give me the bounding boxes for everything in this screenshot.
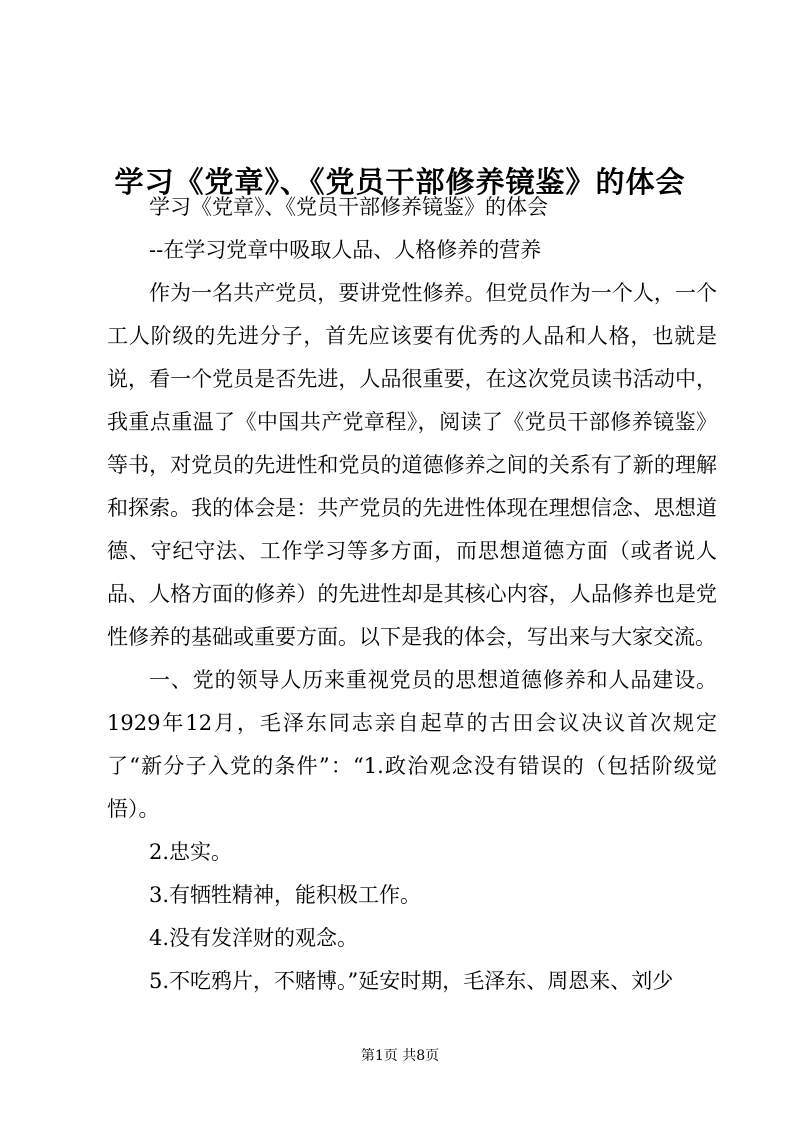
list-item: 5.不吃鸦片，不赌博。”延安时期，毛泽东、周恩来、刘少 — [149, 969, 674, 993]
document-body — [107, 186, 717, 1003]
body-paragraph: 一、党的领导人历来重视党员的思想道德修养和人品建设。1929年12月，毛泽东同志亲自起草的古田会议决议首次规定了“新分子入党的条件”：“1.政治观念没有错误的（包括阶级觉悟）。 — [107, 668, 717, 821]
page-footer: 第1页 共8页 — [360, 1048, 440, 1064]
body-paragraph: 作为一名共产党员，要讲党性修养。但党员作为一个人，一个工人阶级的先进分子，首先应该要有优秀的人品和人格，也就是说，看一个党员是否先进，人品很重要，在这次党员读书活动中，我重点重温了《中国共产党章程》，阅读了《党员干部修养镜鉴》等书，对党员的先进性和党员的道德修养之间的关系有了新的理解和探索。我的体会是：共产党员的先进性体现在理想信念、思想道德、守纪守法、工作学习等多方面，而思想道德方面（或者说人品、人格方面的修养）的先进性却是其核心内容，人品修养也是党性修养的基础或重要方面。以下是我的体会，写出来与大家交流。 — [107, 281, 717, 649]
list-item: 2.忠实。 — [149, 840, 233, 864]
subheading-paragraph: --在学习党章中吸取人品、人格修养的营养 — [149, 238, 542, 262]
document-title: 学习《党章》、《党员干部修养镜鉴》的体会 — [114, 165, 686, 200]
subtitle-paragraph: 学习《党章》、《党员干部修养镜鉴》的体会 — [149, 195, 548, 219]
list-item: 4.没有发洋财的观念。 — [149, 926, 359, 950]
list-item: 3.有牺牲精神，能积极工作。 — [149, 883, 422, 907]
